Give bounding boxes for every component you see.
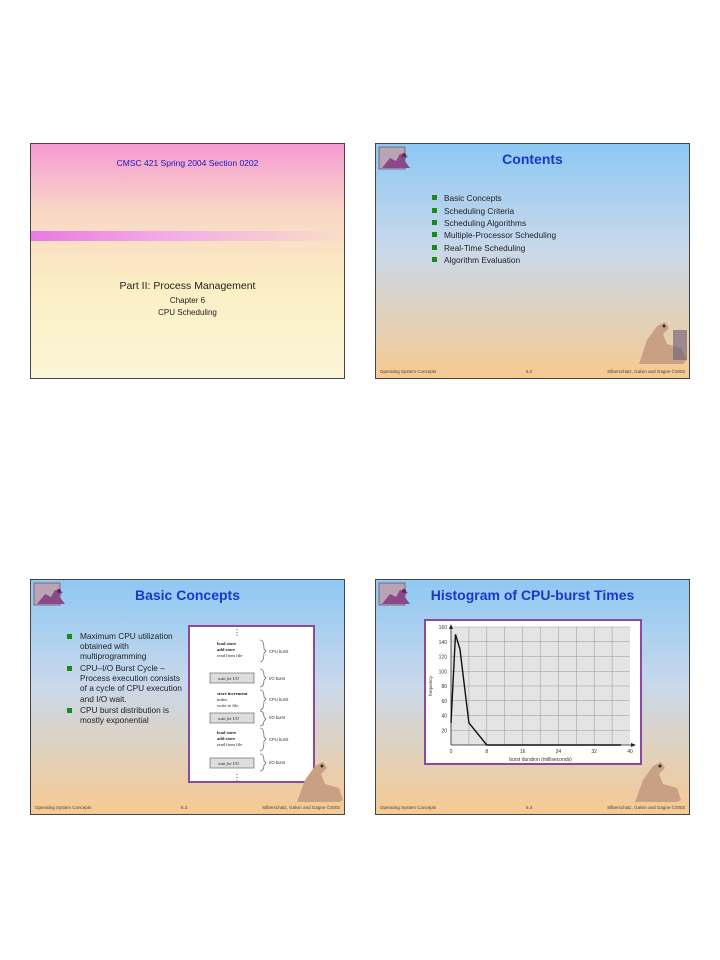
footer-copyright: Silberschatz, Galvin and Gagne ©2002 [262,805,340,810]
svg-text:add store: add store [217,736,236,741]
list-item: Scheduling Criteria [432,206,514,216]
svg-text:store increment: store increment [217,691,248,696]
bullet-icon [67,634,72,639]
page-number: 6.4 [526,805,533,810]
y-tick-label: 120 [438,654,447,661]
list-item: Real-Time Scheduling [432,243,525,253]
y-tick-label: 140 [438,639,447,646]
svg-text:read from file: read from file [217,653,243,658]
topic-label: CPU Scheduling [158,308,217,317]
svg-text:write to file: write to file [217,703,239,708]
burst-cycle-figure [190,627,313,781]
list-item: Algorithm Evaluation [432,255,520,265]
x-tick-label: 0 [449,749,453,755]
histogram-chart [424,619,642,765]
dinosaur-mascot-icon [295,760,345,804]
slide-title-contents: Contents [502,151,563,167]
svg-text:CPU burst: CPU burst [269,737,289,742]
bullet-icon [432,208,437,213]
histogram-plot [426,621,640,763]
footer-source: Operating System Concepts [35,805,92,810]
svg-text:CPU burst: CPU burst [269,649,289,654]
slide-title-basic-concepts: Basic Concepts [134,587,241,603]
svg-text:I/O burst: I/O burst [269,676,286,681]
bullet-text: CPU–I/O Burst Cycle – Process execution consists of a cycle of CPU execution and I/O wait. [80,663,185,704]
x-tick-label: 40 [627,749,633,755]
decorative-stripe [31,231,345,241]
slide-basic-concepts [30,579,345,815]
course-header: CMSC 421 Spring 2004 Section 0202 [116,158,259,168]
bullet-icon [432,195,437,200]
bullet-icon [67,708,72,713]
svg-text:load store: load store [217,641,237,646]
bullet-text: Maximum CPU utilization obtained with multiprogramming [80,631,185,662]
svg-text:wait for I/O: wait for I/O [218,676,239,681]
footer-copyright: Silberschatz, Galvin and Gagne ©2002 [607,369,685,374]
x-axis-label: burst duration (milliseconds) [509,757,572,763]
bullet-icon [432,232,437,237]
svg-text:wait for I/O: wait for I/O [218,716,239,721]
bullet-text: CPU burst distribution is mostly exponential [80,705,185,725]
y-tick-label: 80 [441,684,447,690]
svg-text:CPU burst: CPU burst [269,697,289,702]
slide-contents [375,143,690,379]
x-axis-arrow [631,743,636,747]
x-tick-label: 32 [591,749,597,755]
svg-text:add store: add store [217,647,236,652]
bullet-icon [432,245,437,250]
part-title: Part II: Process Management [119,280,256,292]
dinosaur-mascot-icon [633,760,683,804]
bullet-icon [67,666,72,671]
y-tick-label: 20 [441,728,447,735]
y-axis-label: frequency [428,676,433,696]
footer-source: Operating System Concepts [380,369,437,374]
footer-copyright: Silberschatz, Galvin and Gagne ©2002 [607,805,685,810]
bullet-icon [432,257,437,262]
svg-text:read from file: read from file [217,742,243,747]
chapter-label: Chapter 6 [169,296,206,305]
svg-text:⋮: ⋮ [233,773,241,781]
list-item: Multiple-Processor Scheduling [432,230,556,240]
list-item: Basic Concepts [432,193,502,203]
bullet-icon [432,220,437,225]
x-tick-label: 24 [555,749,562,755]
svg-text:I/O burst: I/O burst [269,715,286,720]
x-tick-label: 16 [519,749,526,755]
y-tick-label: 40 [441,713,447,720]
slide-title-histogram: Histogram of CPU-burst Times [430,587,635,603]
dinosaur-mascot-icon [637,320,689,366]
svg-text:I/O burst: I/O burst [269,760,286,765]
svg-text:wait for I/O: wait for I/O [218,761,239,766]
slide-histogram [375,579,690,815]
footer-source: Operating System Concepts [380,805,437,810]
svg-text:⋮: ⋮ [233,628,241,637]
x-tick-label: 8 [485,749,489,755]
y-axis-arrow [449,624,453,629]
svg-text:load store: load store [217,730,237,735]
y-tick-label: 60 [441,698,447,705]
svg-text:index: index [217,697,228,702]
y-tick-label: 160 [438,625,447,631]
y-tick-label: 100 [438,669,447,676]
page-number: 6.3 [181,805,188,810]
slide-title [30,143,345,379]
list-item: Scheduling Algorithms [432,218,526,228]
page-number: 6.2 [526,369,533,374]
